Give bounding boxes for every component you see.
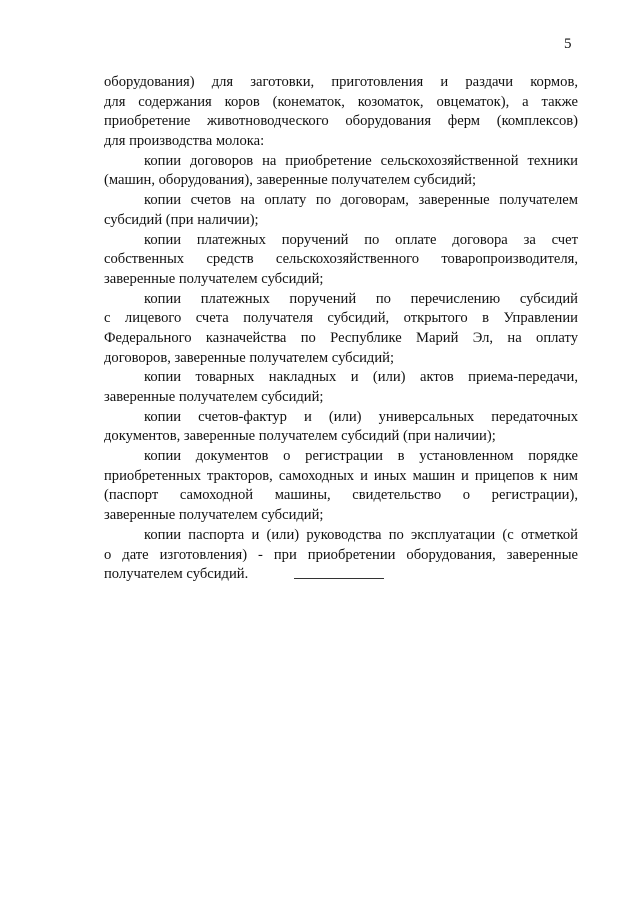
text-line: копии счетов-фактур и (или) универсальных передаточных [144, 408, 578, 425]
text-line: приобретенных тракторов, самоходных и иных машин и прицепов к ним [104, 467, 578, 484]
page-number: 5 [564, 36, 572, 52]
text-line: для содержания коров (конематок, козоматок, овцематок), а также [104, 93, 578, 110]
text-line: оборудования) для заготовки, приготовления и раздачи кормов, [104, 74, 578, 90]
text-line: получателем субсидий. [104, 566, 249, 583]
text-line: копии платежных поручений по оплате договора за счет [144, 231, 578, 248]
text-line: копии документов о регистрации в установленном порядке [144, 448, 578, 465]
text-line: (паспорт самоходной машины, свидетельство о регистрации), [104, 487, 578, 504]
text-line: для производства молока: [104, 133, 265, 150]
text-line: приобретение животноводческого оборудования ферм (комплексов) [104, 113, 578, 130]
text-line: субсидий (при наличии); [104, 211, 259, 228]
text-line: копии платежных поручений по перечислению субсидий [144, 290, 578, 307]
text-line: Федерального казначейства по Республике Марий Эл, на оплату [104, 329, 578, 346]
text-line: заверенные получателем субсидий; [104, 389, 324, 405]
text-line: документов, заверенные получателем субсидий (при наличии); [104, 428, 496, 445]
text-line: договоров, заверенные получателем субсидий; [104, 349, 394, 366]
text-line: копии счетов на оплату по договорам, заверенные получателем [144, 192, 578, 209]
text-line: заверенные получателем субсидий; [104, 507, 324, 524]
text-line: о дате изготовления) - при приобретении оборудования, заверенные [104, 546, 578, 563]
end-separator-line [294, 578, 384, 579]
text-line: копии паспорта и (или) руководства по эксплуатации (с отметкой [144, 526, 578, 543]
text-line: копии договоров на приобретение сельскохозяйственной техники [144, 152, 578, 169]
text-line: копии товарных накладных и (или) актов приема-передачи, [144, 369, 578, 386]
text-line: собственных средств сельскохозяйственного товаропроизводителя, [104, 251, 578, 268]
text-line: (машин, оборудования), заверенные получателем субсидий; [104, 172, 476, 189]
document-body [104, 73, 578, 585]
text-line: заверенные получателем субсидий; [104, 270, 324, 287]
text-line: с лицевого счета получателя субсидий, открытого в Управлении [104, 310, 578, 327]
